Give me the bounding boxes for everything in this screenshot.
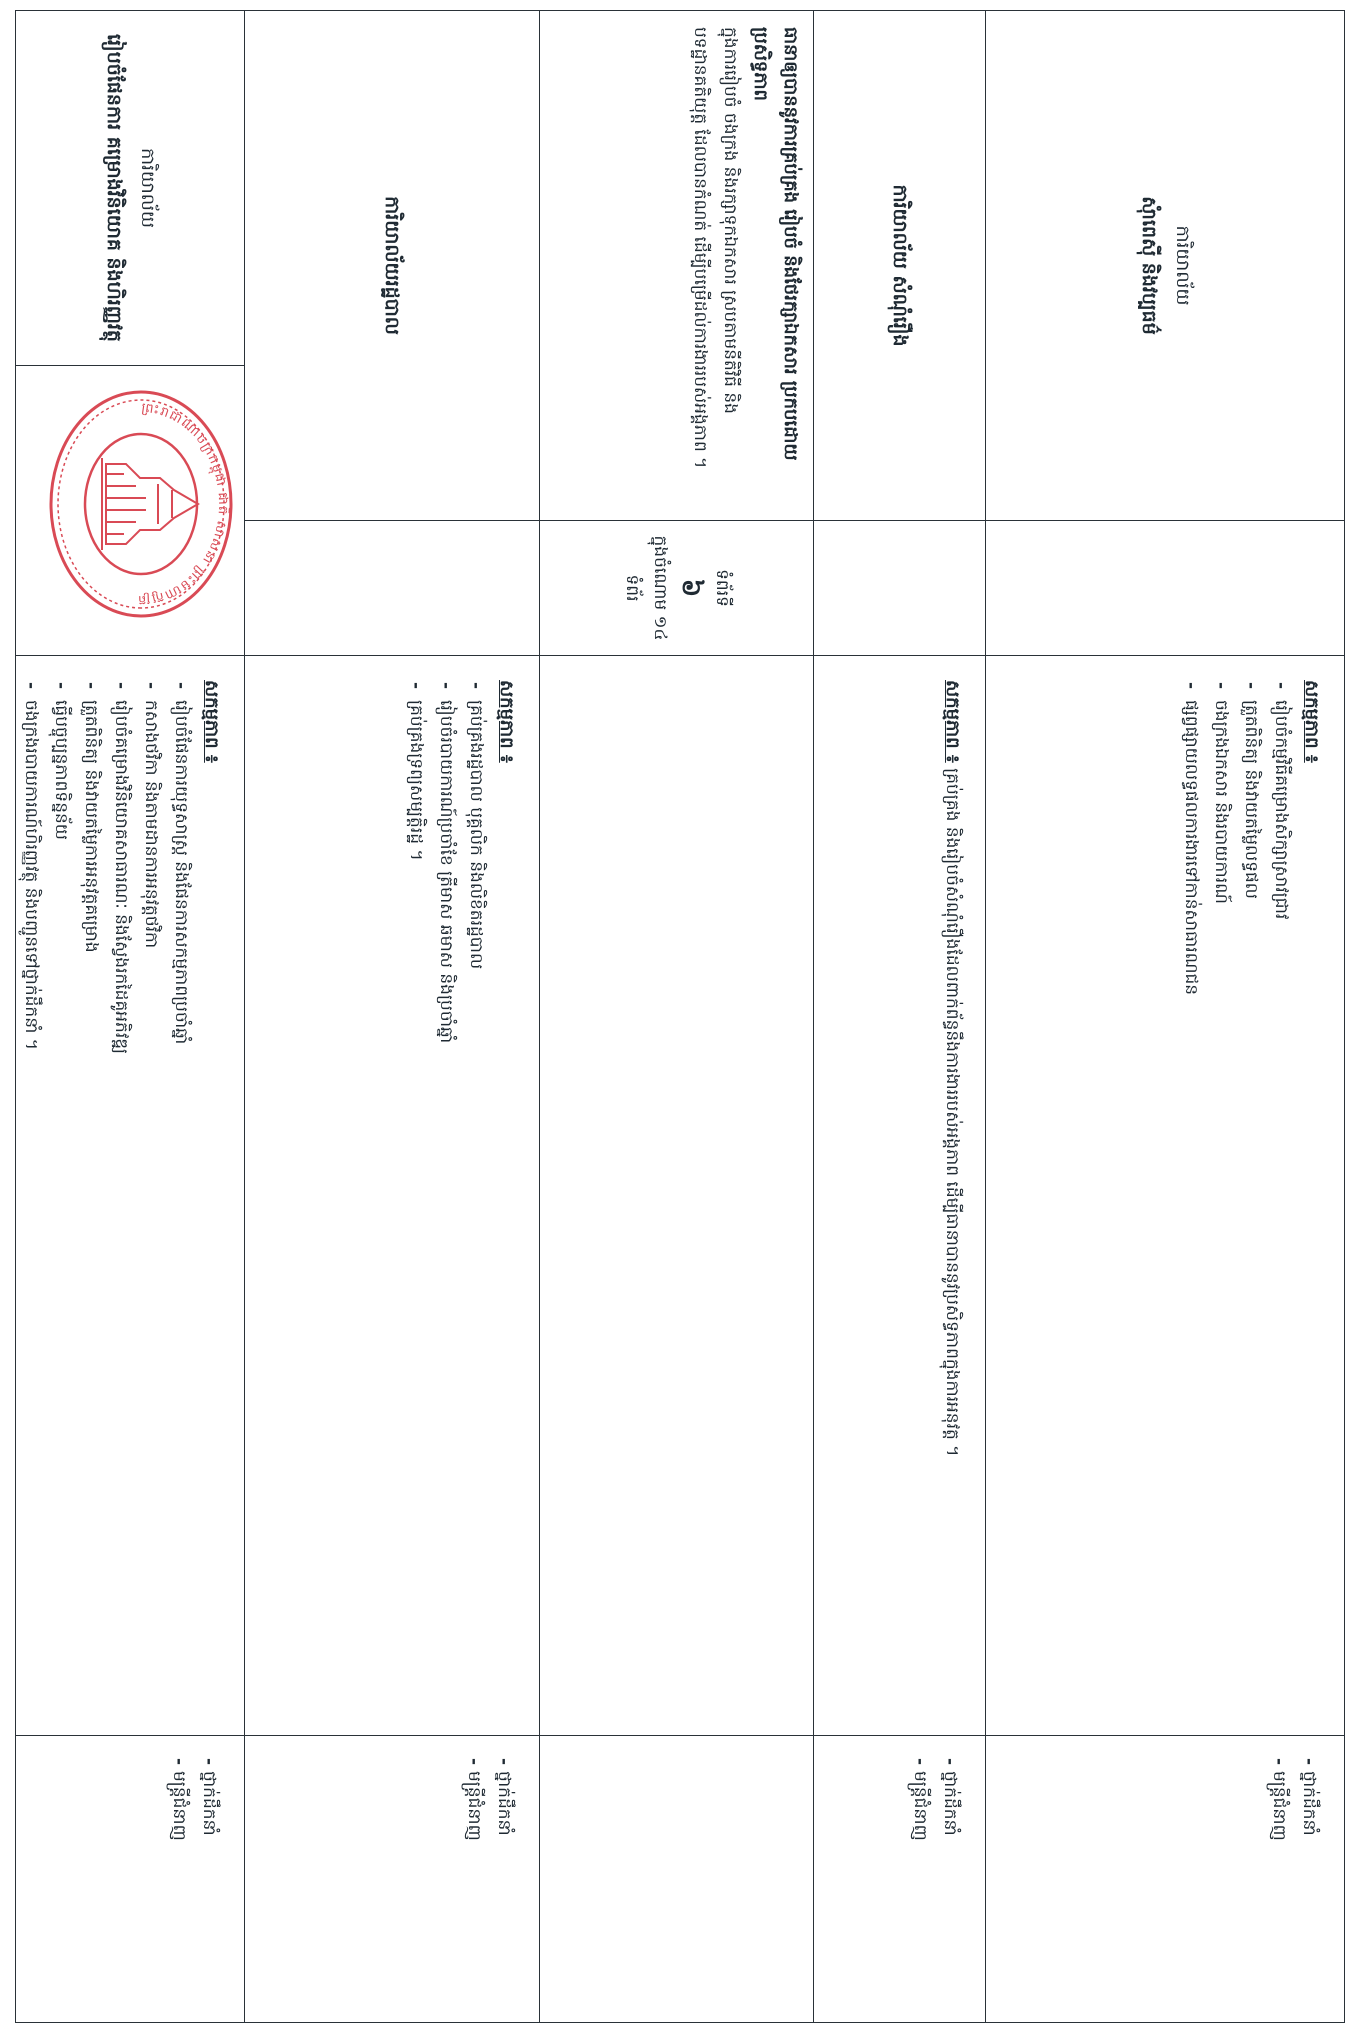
section-header: ការិយាល័យ [1172,225,1194,306]
page-cell [814,521,986,656]
activities-cell [245,656,540,1736]
list-item: - គ្រប់គ្រងរដ្ឋបាល បុគ្គលិក និងលិខិតរដ្ឋបាល [461,680,491,1711]
section-title: សុំាពេស៊ី និងវប្បធម៌ [1138,196,1161,335]
official-seal-icon [46,378,236,630]
units-cell [814,1736,986,2023]
list-item: - រៀបចំគម្រោងវិនិយោគសាធារណៈ និងស្វែងរកដៃគូអភិវឌ្ឍ [106,680,136,1711]
seal-cell [16,366,245,656]
list-item: - ត្រួតពិនិត្យ និងវាយតម្លៃការអនុវត្តគម្រោង [76,680,106,1711]
table-row [814,11,986,2023]
list-item: - ចងក្រងឯកសារ និងរបាយការណ៍ [1206,680,1236,1711]
page-total: ក្នុងចំណោម ១៤ ទំព័រ [621,535,670,641]
unit-label: - មន្ត្រីជំនាញ [459,1758,489,2022]
page-cell [986,521,1345,656]
units-cell [986,1736,1345,2023]
unit-label: - មន្ត្រីជំនាញ [164,1758,194,2022]
section-header: ការិយាល័យ [888,184,911,269]
list-item: - ធ្វើបច្ចុប្បន្នភាពទិន្នន័យ [46,680,76,1711]
table-row [245,11,540,2023]
table-row [986,11,1345,2023]
activities-heading: សកម្មភាព ៖ [201,680,222,763]
section-cell [986,11,1345,521]
section-title: ធានាឲ្យបាននូវការគ្រប់គ្រង រៀបចំ និងថែរក្សាឯកសារ ប្រកបដោយប្រសិទ្ធភាព [750,27,802,461]
activities-cell [814,656,986,1736]
section-cell [245,11,540,521]
activities-heading: សកម្មភាព ៖ [496,680,518,763]
unit-label: - ថ្នាក់ដឹកនាំ [489,1758,519,2022]
section-cell [16,11,245,366]
page-cell [540,521,814,656]
activities-heading: សកម្មភាព ៖ [942,680,964,763]
activities-heading: សកម្មភាព ៖ [1301,680,1322,763]
unit-label: - ថ្នាក់ដឹកនាំ [1294,1758,1324,2022]
unit-label: - ថ្នាក់ដឹកនាំ [935,1758,965,2022]
list-item: - ចងក្រងរបាយការណ៍ហិរញ្ញវត្ថុ និងបញ្ជូនទៅថ្នាក់ដឹកនាំ ។ [16,680,46,1711]
list-item: - កសាងថវិកា និងតាមដានការអនុវត្តថវិកា [136,680,166,1711]
section-cell [540,11,814,521]
unit-label: - មន្ត្រីជំនាញ [905,1758,935,2022]
svg-text:ព្រះរាជាណាចក្រកម្ពុជា ជាតិ សាស [137,400,232,607]
list-item: - រៀបចំកម្មវិធីគម្រោងសិក្សាស្រាវជ្រាវ [1266,680,1296,1711]
unit-label: - ថ្នាក់ដឹកនាំ [194,1758,224,2022]
list-item: - រៀបចំរបាយការណ៍ប្រចាំខែ ត្រីមាស ឆមាស និងប្រចាំឆ្នាំ [431,680,461,1711]
units-cell [245,1736,540,2023]
list-item: - ត្រួតពិនិត្យ និងវាយតម្លៃលទ្ធផល [1236,680,1266,1711]
section-header: ការិយាល័យ [137,148,158,228]
seal-text: ព្រះរាជាណាចក្រកម្ពុជា ជាតិ សាសនា ព្រះមហាក្សត្រ [136,400,231,608]
section-title: រៀបចំផែនការ គម្រោងវិនិយោគ និងហិរញ្ញវត្ថុ [103,34,125,342]
page-number: ៦ [675,578,706,598]
list-item: - ផ្សព្វផ្សាយលទ្ធផលការងារទៅកាន់សាធារណជន [1176,680,1206,1711]
page-label: ទំព័រទី [711,569,732,607]
section-cell [814,11,986,521]
section-title: សំណុំរឿង [888,275,911,347]
organization-table [15,10,1345,2023]
activities-cell [16,656,245,1736]
table-row [16,11,245,2023]
activities-cell [986,656,1345,1736]
unit-label: - មន្ត្រីជំនាញ [1264,1758,1294,2022]
units-cell [540,1736,814,2023]
activities-cell [540,656,814,1736]
units-cell [16,1736,245,2023]
section-paragraph: ក្នុងការរៀបចំ ចងក្រង និងរក្សាទុកឯកសារ ស្របតាមនីតិវិធី និងបទដ្ឋានគតិយុត្ត ដែលបានកំណត់ ដើម្បីបម្រើដល់ការងាររបស់អង្គភាព ។ [690,27,741,469]
activities-text: គ្រប់គ្រង និងរៀបចំសំណុំរឿងដែលពាក់ព័ន្ធនឹងការងាររបស់អង្គភាព ដើម្បីធានាបាននូវប្រសិទ្ធភាពក្នុងការអនុវត្ត ។ [942,768,963,1457]
list-item: - គ្រប់គ្រងទ្រព្យសម្បត្តិរដ្ឋ ។ [401,680,431,1711]
section-header: ការិយាល័យរដ្ឋបាល [381,196,404,335]
page-cell [245,521,540,656]
table-row [540,11,814,2023]
list-item: - រៀបចំផែនការយុទ្ធសាស្ត្រ និងផែនការសកម្មភាពប្រចាំឆ្នាំ [166,680,196,1711]
